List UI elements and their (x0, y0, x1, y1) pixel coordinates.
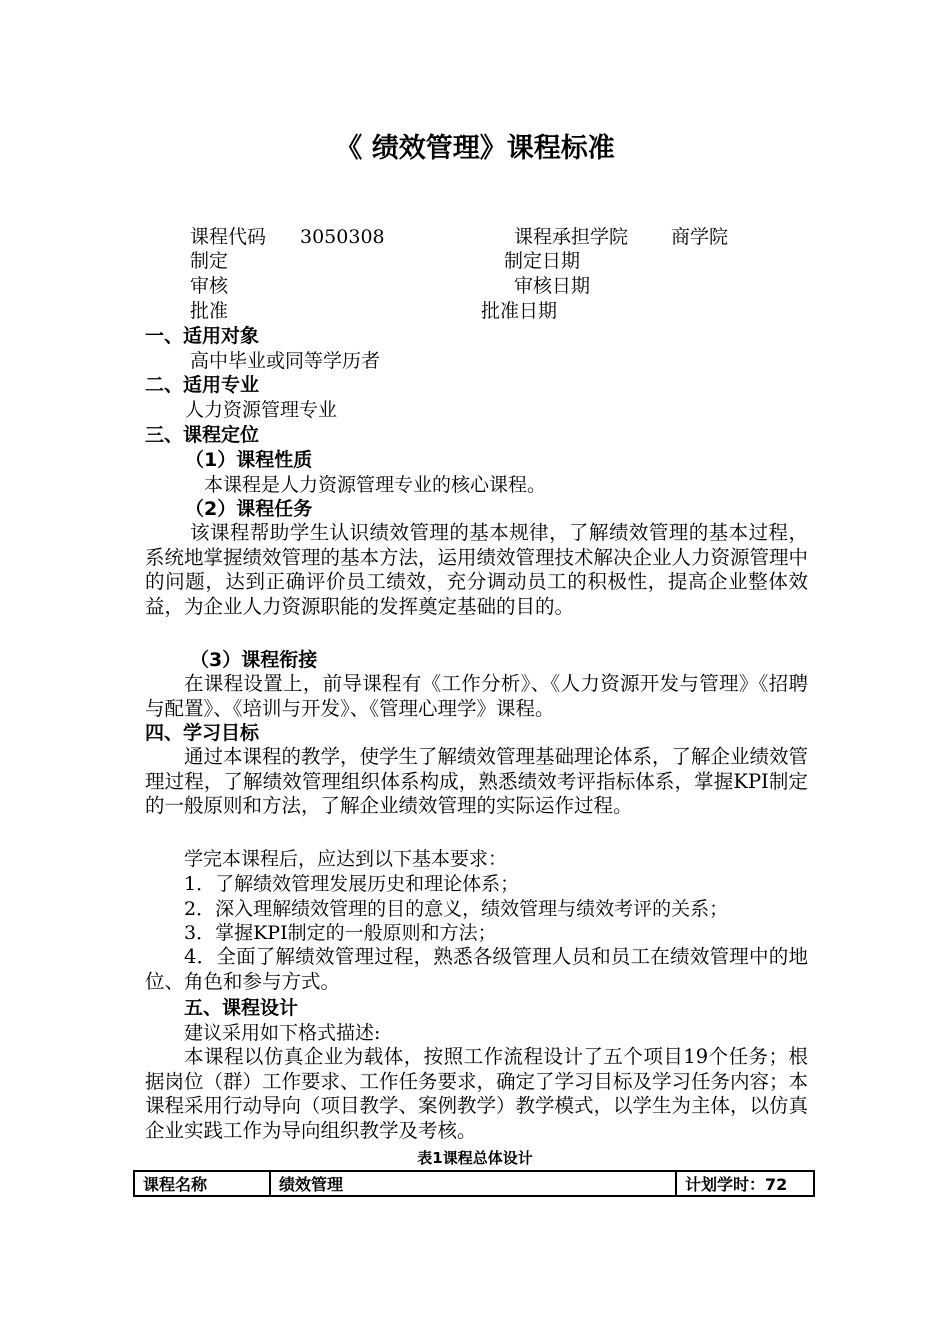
section-1-heading: 一、适用对象 (145, 325, 260, 347)
review-date-label: 审核日期 (514, 275, 591, 297)
section-3-1-text: 本课程是人力资源管理专业的核心课程。 (204, 474, 547, 496)
section-4-req-3: 3．掌握KPI制定的一般原则和方法； (184, 922, 497, 944)
section-3-2-heading: （2）课程任务 (185, 498, 313, 520)
table-row (134, 1171, 814, 1196)
section-2-heading: 二、适用专业 (145, 374, 260, 396)
table-caption: 表1课程总体设计 (417, 1149, 533, 1167)
section-4-req-4: 4．全面了解绩效管理过程，熟悉各级管理人员和员工在绩效管理中的地位、角色和参与方式。 (145, 945, 808, 993)
course-design-table (133, 1170, 815, 1197)
approve-date-label: 批准日期 (481, 300, 558, 322)
section-3-2-text: 该课程帮助学生认识绩效管理的基本规律，了解绩效管理的基本过程，系统地掌握绩效管理的基本方法，运用绩效管理技术解决企业人力资源管理中的问题，达到正确评价员工绩效，充分调动员工的积极性，提高企业整体效益，为企业人力资源职能的发挥奠定基础的目的。 (145, 521, 809, 618)
section-4-req-2: 2．深入理解绩效管理的目的意义，绩效管理与绩效考评的关系； (184, 898, 729, 920)
made-date-label: 制定日期 (504, 250, 581, 272)
section-2-text: 人力资源管理专业 (185, 399, 338, 421)
planned-hours: 计划学时：72 (676, 1171, 814, 1196)
college-label: 课程承担学院 (514, 226, 629, 248)
section-5-text: 本课程以仿真企业为载体，按照工作流程设计了五个项目19个任务；根据岗位（群）工作要求、工作任务要求，确定了学习目标及学习任务内容；本课程采用行动导向（项目教学、案例教学）教学模式，以学生为主体，以仿真企业实践工作为导向组织教学及考核。 (145, 1045, 809, 1142)
section-3-3-heading: （3）课程衔接 (190, 649, 318, 671)
review-label: 审核 (190, 275, 229, 297)
made-label: 制定 (190, 250, 229, 272)
section-4-req-intro: 学完本课程后，应达到以下基本要求： (184, 848, 508, 870)
section-4-text: 通过本课程的教学，使学生了解绩效管理基础理论体系，了解企业绩效管理过程，了解绩效管理组织体系构成，熟悉绩效考评指标体系，掌握KPI制定的一般原则和方法，了解企业绩效管理的实际运作过程。 (145, 745, 809, 818)
section-5-heading: 五、课程设计 (184, 997, 299, 1019)
section-5-intro: 建议采用如下格式描述: (184, 1022, 381, 1044)
course-code-label: 课程代码 (190, 226, 267, 248)
college-value: 商学院 (671, 226, 729, 248)
course-name-value: 绩效管理 (270, 1171, 676, 1196)
section-3-3-text: 在课程设置上，前导课程有《工作分析》、《人力资源开发与管理》《招聘与配置》、《培训与开发》、《管理心理学》课程。 (145, 672, 808, 720)
course-name-label: 课程名称 (134, 1171, 270, 1196)
approve-label: 批准 (190, 300, 229, 322)
section-1-text: 高中毕业或同等学历者 (190, 350, 381, 372)
section-4-req-1: 1．了解绩效管理发展历史和理论体系； (184, 873, 520, 895)
course-code-value: 3050308 (300, 226, 385, 248)
page-title: 《 绩效管理》课程标准 (335, 133, 615, 164)
section-4-heading: 四、学习目标 (145, 722, 260, 744)
section-3-1-heading: （1）课程性质 (185, 449, 313, 471)
section-3-heading: 三、课程定位 (145, 424, 260, 446)
